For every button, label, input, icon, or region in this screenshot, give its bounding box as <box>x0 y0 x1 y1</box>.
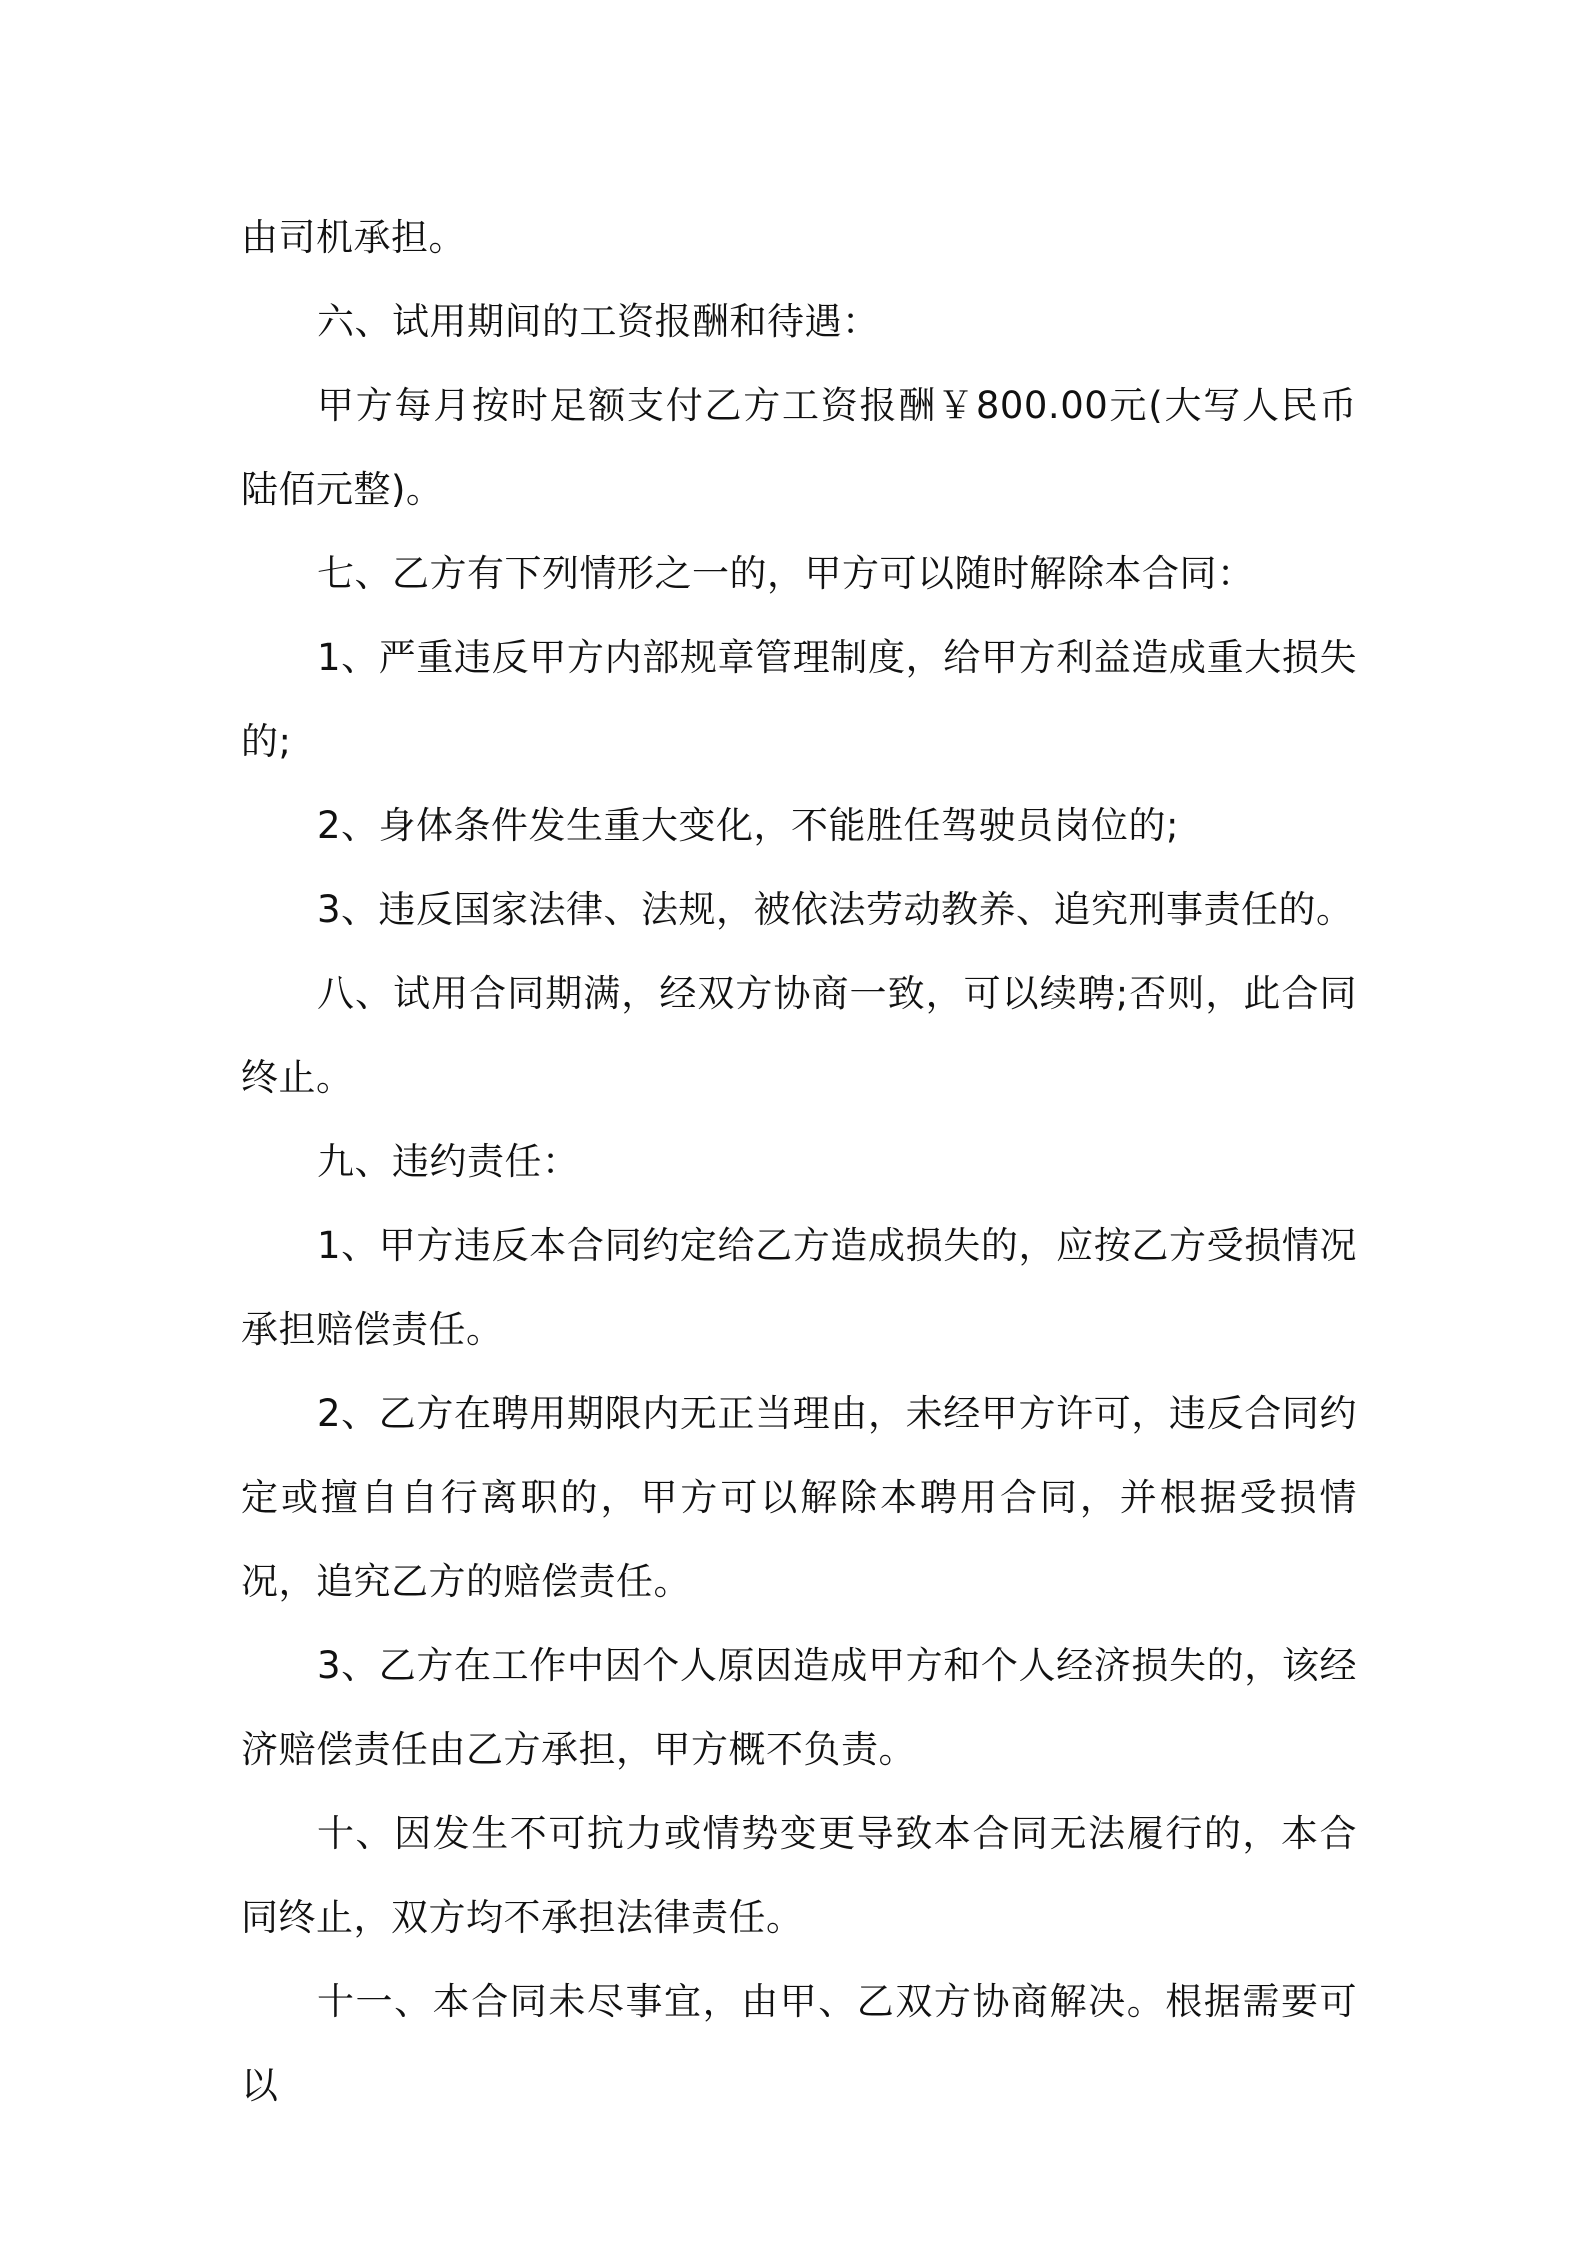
contract-text <box>241 196 1357 2128</box>
section-9-heading: 九、违约责任： <box>317 1140 580 1183</box>
section-7-heading: 七、乙方有下列情形之一的，甲方可以随时解除本合同： <box>317 552 1255 595</box>
section-6-heading: 六、试用期间的工资报酬和待遇： <box>317 300 880 343</box>
section-9-item-2: 2、乙方在聘用期限内无正当理由，未经甲方许可，违反合同约定或擅自自行离职的，甲方可以解除本聘用合同，并根据受损情况，追究乙方的赔偿责任。 <box>241 1392 1357 1603</box>
section-7-item-1: 1、严重违反甲方内部规章管理制度，给甲方利益造成重大损失的; <box>241 636 1357 763</box>
section-7-item-3: 3、违反国家法律、法规，被依法劳动教养、追究刑事责任的。 <box>317 888 1354 931</box>
section-7-item-2: 2、身体条件发生重大变化，不能胜任驾驶员岗位的; <box>317 804 1180 847</box>
section-11: 十一、本合同未尽事宜，由甲、乙双方协商解决。根据需要可以 <box>241 1980 1357 2107</box>
section-8: 八、试用合同期满，经双方协商一致，可以续聘;否则，此合同终止。 <box>241 972 1357 1099</box>
section-10: 十、因发生不可抗力或情势变更导致本合同无法履行的，本合同终止，双方均不承担法律责任。 <box>241 1812 1357 1939</box>
section-9-item-3: 3、乙方在工作中因个人原因造成甲方和个人经济损失的，该经济赔偿责任由乙方承担，甲方概不负责。 <box>241 1644 1357 1771</box>
section-6-salary: 甲方每月按时足额支付乙方工资报酬￥800.00元(大写人民币陆佰元整)。 <box>241 384 1357 511</box>
section-9-item-1: 1、甲方违反本合同约定给乙方造成损失的，应按乙方受损情况承担赔偿责任。 <box>241 1224 1357 1351</box>
paragraph-continuation: 由司机承担。 <box>241 216 466 259</box>
